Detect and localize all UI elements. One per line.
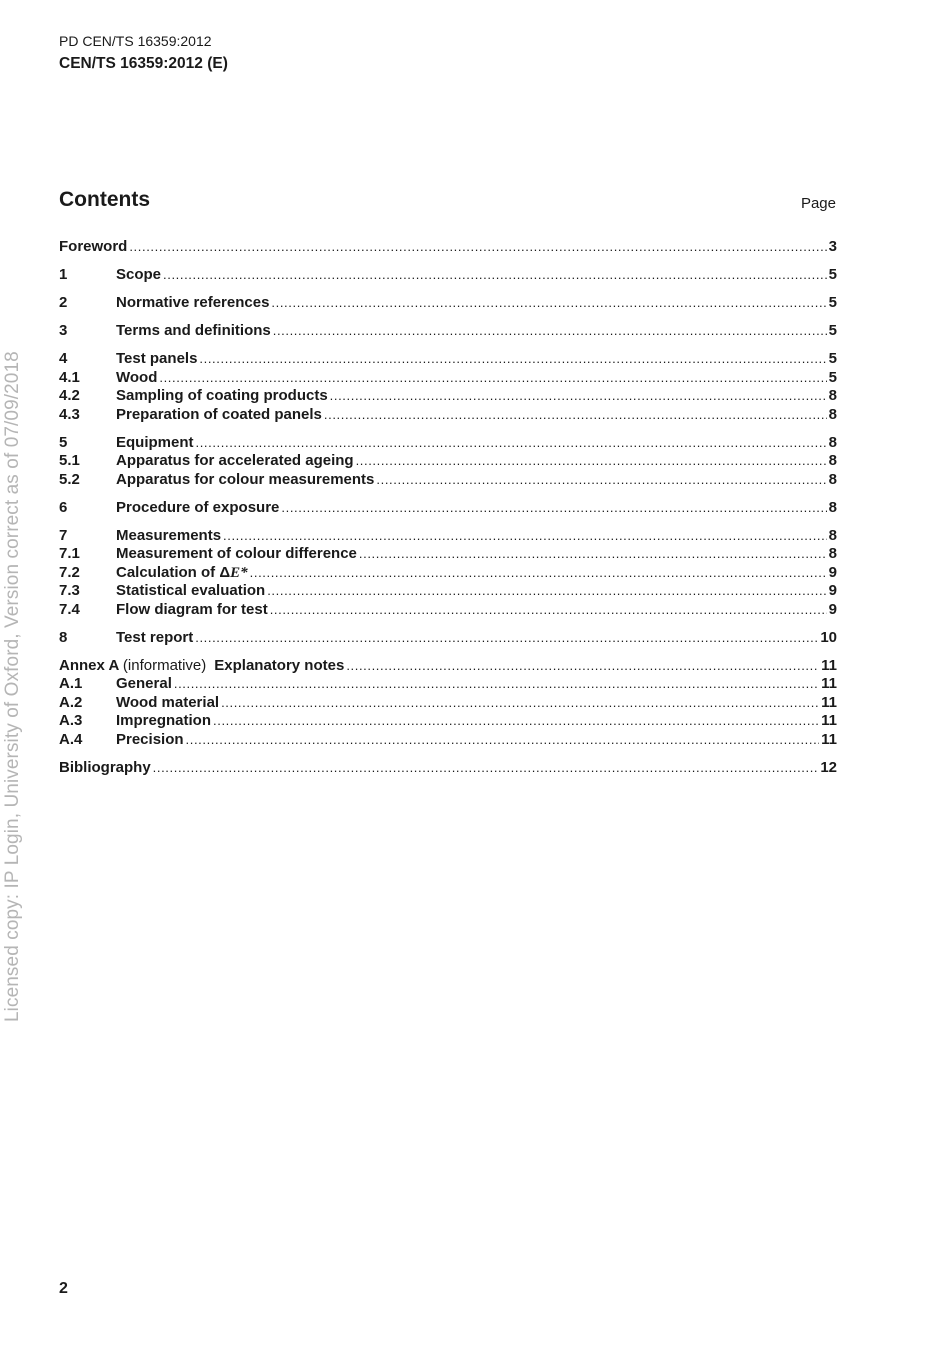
toc-number: 5.2 [59, 470, 80, 488]
dot-leader [359, 545, 827, 564]
toc-number: A.1 [59, 675, 83, 692]
dot-leader [250, 564, 827, 583]
toc-entry-a-3[interactable] [59, 712, 837, 731]
toc-title: Normative references [116, 294, 270, 311]
toc-number: 6 [59, 498, 68, 516]
dot-leader [186, 731, 820, 750]
toc-title: Terms and definitions [116, 322, 271, 339]
toc-entry-foreword[interactable] [59, 238, 837, 257]
toc-entry-7-1[interactable] [59, 545, 837, 564]
dot-leader [271, 294, 826, 313]
toc-title [116, 564, 248, 583]
toc-page: 5 [828, 266, 837, 283]
toc-number: A.2 [59, 693, 83, 711]
toc-title-prefix: Calculation of Δ [116, 563, 231, 581]
toc-number: A.3 [59, 712, 83, 729]
toc-title: Equipment [116, 433, 194, 451]
toc-number: 5.1 [59, 452, 80, 469]
toc-number: 4 [59, 350, 68, 367]
dot-leader [346, 657, 819, 676]
page-column-label: Page [800, 195, 836, 212]
toc-page: 8 [828, 452, 837, 469]
toc-page: 8 [828, 545, 837, 562]
toc-entry-7[interactable] [59, 527, 837, 546]
toc-page: 12 [820, 758, 837, 776]
dot-leader [267, 582, 826, 601]
license-watermark: Licensed copy: IP Login, University of Oxford, Version correct as of 07/09/2018 [2, 351, 23, 1022]
dot-leader [199, 350, 826, 369]
toc-title: Flow diagram for test [116, 600, 268, 618]
toc-number: 5 [59, 433, 68, 451]
toc-page: 8 [828, 470, 837, 488]
toc-entry-a-2[interactable] [59, 694, 837, 713]
dot-leader [281, 499, 826, 518]
toc-title: General [116, 675, 172, 692]
toc-page: 5 [828, 294, 837, 311]
page-number: 2 [59, 1280, 68, 1297]
toc-entry-5-1[interactable] [59, 452, 837, 471]
dot-leader [273, 322, 827, 341]
dot-leader [195, 629, 818, 648]
toc-entry-7-3[interactable] [59, 582, 837, 601]
annex-type: (informative) [122, 656, 207, 674]
toc-entry-3[interactable] [59, 322, 837, 341]
toc-title: Wood material [116, 693, 220, 711]
toc-title: Impregnation [116, 712, 212, 729]
toc-entry-4-3[interactable] [59, 406, 837, 425]
toc-entry-4-2[interactable] [59, 387, 837, 406]
toc-page: 9 [828, 563, 837, 581]
toc-entry-7-4[interactable] [59, 601, 837, 620]
dot-leader [129, 238, 826, 257]
toc-number: 7 [59, 526, 68, 544]
toc-title: Foreword [59, 238, 128, 255]
toc-entry-a-1[interactable] [59, 675, 837, 694]
dot-leader [324, 406, 827, 425]
toc-number: 4.2 [59, 387, 80, 404]
toc-page: 9 [828, 600, 837, 618]
toc-page: 11 [821, 656, 837, 674]
toc-page: 11 [821, 730, 837, 748]
toc-page: 11 [821, 712, 837, 729]
toc-number: 7.3 [59, 582, 80, 599]
toc-entry-bibliography[interactable] [59, 759, 837, 778]
toc-number: 1 [59, 266, 68, 283]
toc-number: 7.2 [59, 563, 80, 581]
contents-heading: Contents [59, 188, 150, 211]
dot-leader [356, 452, 827, 471]
toc-entry-5[interactable] [59, 434, 837, 453]
toc-number: 2 [59, 294, 68, 311]
toc-page: 8 [828, 498, 837, 516]
toc-title: Apparatus for colour measurements [116, 470, 375, 488]
toc-entry-5-2[interactable] [59, 471, 837, 490]
toc-page: 8 [828, 387, 837, 404]
toc-page: 5 [828, 322, 837, 339]
dot-leader [376, 471, 826, 490]
toc-entry-7-2[interactable] [59, 564, 837, 583]
delta-e-symbol: E* [230, 564, 248, 581]
dot-leader [223, 527, 827, 546]
toc-page: 8 [828, 526, 837, 544]
document-id-bold: CEN/TS 16359:2012 (E) [59, 55, 228, 72]
toc-page: 9 [828, 582, 837, 599]
toc-entry-1[interactable] [59, 266, 837, 285]
dot-leader [163, 266, 827, 285]
document-id: PD CEN/TS 16359:2012 [59, 33, 212, 49]
annex-title: Explanatory notes [214, 656, 345, 674]
dot-leader [213, 712, 819, 731]
toc-entry-6[interactable] [59, 499, 837, 518]
toc-title: Wood [116, 368, 158, 386]
toc-page: 5 [828, 368, 837, 386]
toc-page: 3 [828, 238, 837, 255]
toc-entry-a-4[interactable] [59, 731, 837, 750]
dot-leader [174, 675, 819, 694]
toc-title: Bibliography [59, 758, 151, 776]
toc-title: Measurements [116, 526, 222, 544]
toc-title: Test report [116, 628, 194, 646]
toc-page: 11 [821, 693, 837, 711]
toc-title: Test panels [116, 350, 198, 367]
toc-entry-8[interactable] [59, 629, 837, 648]
toc-title: Procedure of exposure [116, 498, 280, 516]
toc-title: Precision [116, 730, 184, 748]
toc-number: A.4 [59, 730, 83, 748]
toc-page: 8 [828, 405, 837, 423]
toc-title: Sampling of coating products [116, 387, 328, 404]
table-of-contents [59, 238, 837, 777]
dot-leader [153, 759, 819, 778]
toc-title: Preparation of coated panels [116, 405, 322, 423]
toc-page: 11 [821, 675, 837, 692]
toc-number: 7.4 [59, 600, 80, 618]
dot-leader [196, 434, 827, 453]
toc-number: 8 [59, 628, 68, 646]
toc-entry-4-1[interactable] [59, 369, 837, 388]
toc-page: 8 [828, 433, 837, 451]
annex-heading [59, 657, 344, 676]
toc-entry-annex-a[interactable] [59, 657, 837, 676]
toc-entry-4[interactable] [59, 350, 837, 369]
dot-leader [159, 369, 826, 388]
dot-leader [221, 694, 819, 713]
toc-title: Scope [116, 266, 162, 283]
annex-label: Annex A [59, 656, 119, 674]
toc-title: Statistical evaluation [116, 582, 266, 599]
toc-number: 4.1 [59, 368, 80, 386]
toc-title: Apparatus for accelerated ageing [116, 452, 354, 469]
toc-page: 5 [828, 350, 837, 367]
dot-leader [330, 387, 827, 406]
toc-page: 10 [820, 628, 837, 646]
toc-entry-2[interactable] [59, 294, 837, 313]
toc-title: Measurement of colour difference [116, 545, 357, 562]
toc-number: 4.3 [59, 405, 80, 423]
toc-number: 3 [59, 322, 68, 339]
toc-number: 7.1 [59, 545, 80, 562]
dot-leader [270, 601, 827, 620]
